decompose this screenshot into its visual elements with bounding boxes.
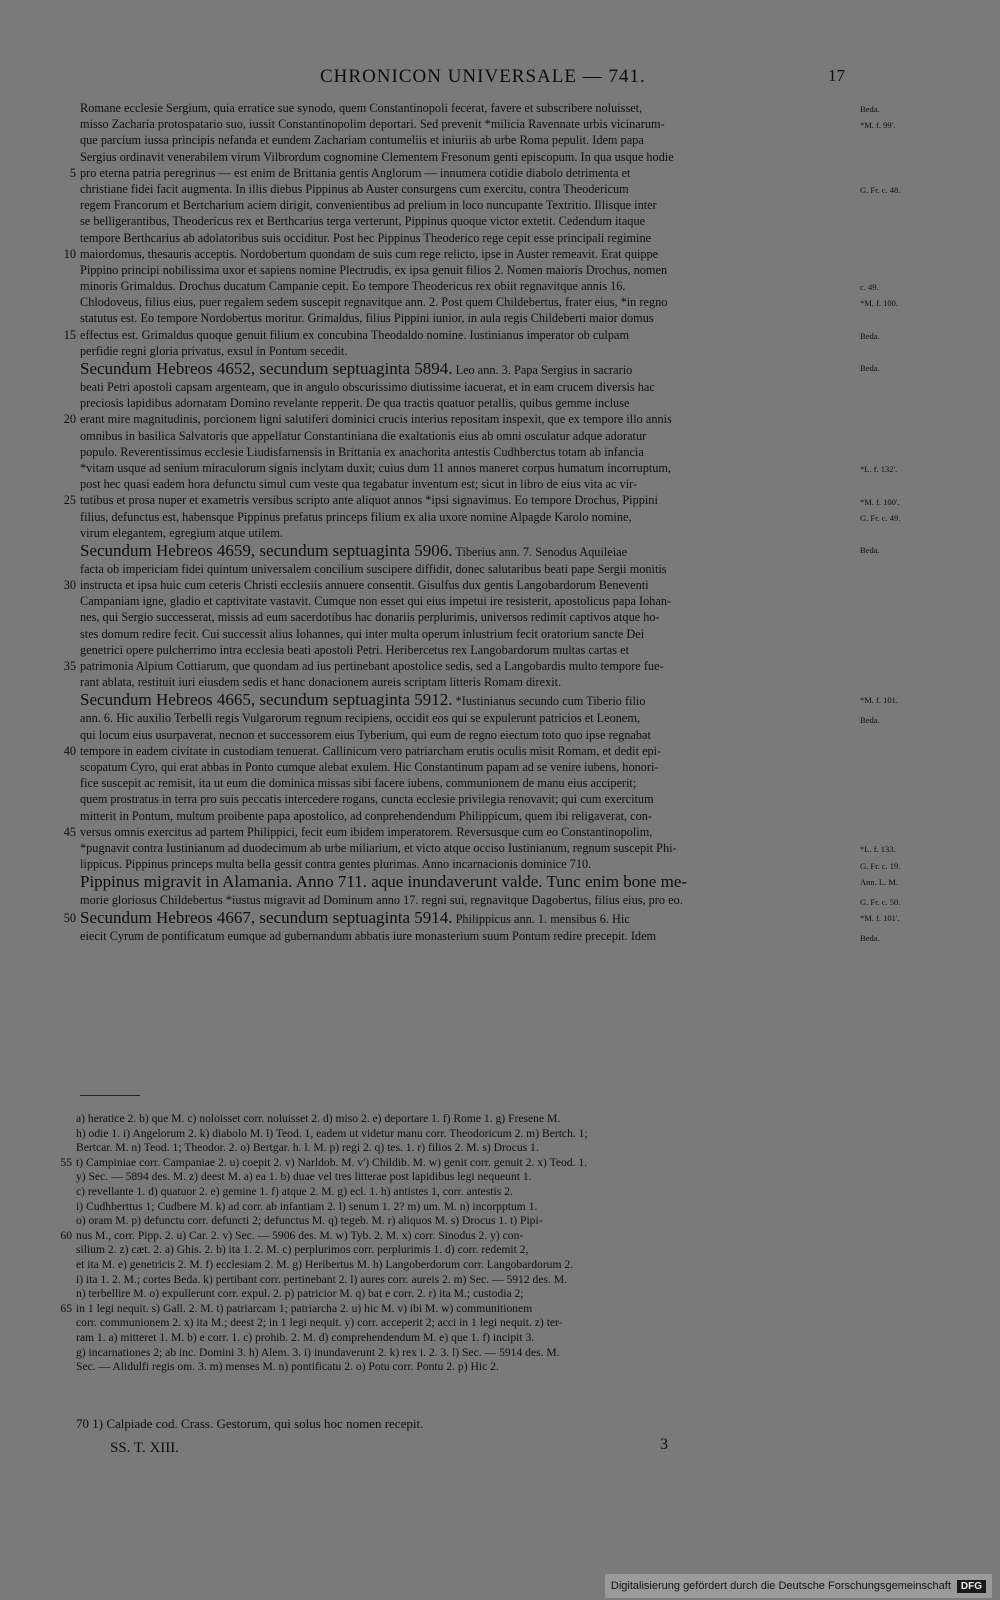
text-line — [80, 791, 860, 807]
footnote-line — [76, 1200, 866, 1215]
line-text: rant ablata, restituit iuri eiusdem sedis et hanc donacionem aureis scriptam litteris Romam direxit. — [80, 675, 562, 690]
margin-note: c. 49. — [860, 282, 879, 293]
footnote-text: g) incarnationes 2; ab inc. Domini 3. h) Alem. 3. i) inundaverunt 2. k) rex i. 2. 3. l) Sec. — 5914 des. M. — [76, 1345, 560, 1359]
line-text: post hec quasi eadem hora defunctu simul cum veste qua tegabatur inventum est; sicut in libro de eius vita ac vir- — [80, 477, 638, 492]
line-text: mitterit in Pontum, multum proibente papa apostolico, ad conprehendendum Philippicum, quem ibi religaverat, con- — [80, 808, 653, 823]
text-line — [80, 230, 860, 246]
margin-note: Beda. — [860, 363, 880, 374]
margin-note: Ann. L. M. — [860, 876, 899, 887]
margin-note: G. Fr. c. 50. — [860, 896, 901, 907]
text-line — [80, 379, 860, 395]
line-number: 40 — [63, 743, 76, 758]
footnote-text: t) Campiniae corr. Campaniae 2. u) coepit 2. v) Narldob. M. v') Childib. M. w) genit corr. genuit 2. x) Teod. 1. — [76, 1155, 588, 1169]
line-text: *Iustinianus secundo cum Tiberio filio — [452, 694, 646, 709]
line-text: Philippicus ann. 1. mensibus 6. Hic — [452, 912, 630, 927]
page-number: 17 — [828, 66, 845, 85]
signature-number: 3 — [660, 1436, 668, 1453]
text-line — [63, 246, 860, 262]
text-line — [80, 525, 860, 541]
footnote-text: c) revellante 1. d) quatuor 2. e) gemine 1. f) atque 2. M. g) ecl. 1. h) antistes 1, corr. antestis 2. — [76, 1184, 513, 1198]
line-text: Chlodoveus, filius eius, puer regalem sedem suscepit regnavitque ann. 2. Post quem Childebertus, frater eius, *in regno — [80, 295, 668, 310]
line-number: 55 — [60, 1155, 72, 1169]
footnote-line — [76, 1258, 866, 1273]
line-number: 5 — [69, 165, 76, 180]
line-text: Sergius ordinavit venerabilem virum Vilbrordum cognomine Clementem Fresonum genti episcopum. In qua usque hodie — [80, 149, 674, 164]
text-line — [80, 310, 860, 326]
line-text: misso Zacharia protospatario suo, iussit Constantinopolim deportari. Sed prevenit *milicia Ravennate urbis vicinarum- — [80, 117, 665, 132]
text-line — [80, 626, 860, 642]
margin-note: Beda. — [860, 330, 880, 341]
text-line — [80, 428, 860, 444]
footnote-line — [76, 1360, 866, 1375]
footnote-line — [76, 1170, 866, 1185]
footnote-text: o) oram M. p) defunctu corr. defuncti 2; defunctus M. q) tegeb. M. r) aliquos M. s) Drocus 1. t) Pipi- — [76, 1214, 543, 1228]
margin-note: G. Fr. c. 19. — [860, 860, 901, 871]
text-line — [80, 132, 860, 148]
line-text: minoris Grimaldus. Drochus ducatum Campanie cepit. Eo tempore Theodericus rex obiit regnavitque annis 16. — [80, 279, 626, 294]
endnote-number: 70 — [76, 1416, 89, 1431]
text-line — [63, 577, 860, 593]
text-line — [80, 395, 860, 411]
footnote-line — [76, 1287, 866, 1302]
text-line — [80, 460, 860, 476]
text-line — [69, 165, 860, 181]
line-text: statutus est. Eo tempore Nordobertus moritur. Grimaldus, filius Pippini iunior, in aula regis Childeberti maior domus — [80, 311, 654, 326]
text-line — [80, 892, 860, 908]
line-text: *pugnavit contra Iustinianum ad duodecimum ab urbe miliarium, et victo atque occiso Iustinianum, regnum suscepit Phi- — [80, 840, 677, 855]
line-text: perfidie regni gloria privatus, exsul in Pontum secedit. — [80, 343, 348, 358]
line-text: tempore in eadem civitate in custodiam tenuerat. Callinicum vero patriarcham erutis oculis misit Romam, et dedit epi- — [80, 743, 662, 758]
text-line — [63, 743, 860, 759]
line-text: qui locum eius usurpaverat, necnon et successorem eius Tyberium, qui eum de regno eiectum toto quo ipse regnabat — [80, 727, 651, 742]
running-title: CHRONICON UNIVERSALE — 741. — [320, 66, 646, 87]
footnotes — [60, 1112, 866, 1375]
margin-note: *M. f. 101. — [860, 694, 899, 705]
margin-note: G. Fr. c. 49. — [860, 512, 901, 523]
footnote-line — [76, 1346, 866, 1361]
text-line — [63, 411, 860, 427]
text-line — [80, 759, 860, 775]
text-line — [80, 116, 860, 132]
line-text: Romane ecclesie Sergium, quia erratice sue synodo, quem Constantinopoli fecerat, favere et subscribere noluisset, — [80, 101, 643, 115]
line-number: 20 — [63, 412, 76, 427]
line-text: quem prostratus in terra pro suis peccatis intercedere rogans, cuncta ecclesie privilegia renovavit; qui cum exercitum — [80, 792, 654, 807]
text-line — [80, 609, 860, 625]
footnote-text: n) terbellire M. o) expullerunt corr. expul. 2. p) patricior M. q) bat e corr. 2. r) ita M.; custodia 2; — [76, 1287, 524, 1301]
margin-note: *M. f. 99'. — [860, 120, 896, 131]
line-text: effectus est. Grimaldus quoque genuit filium ex concubina Theodaldo nomine. Iustinianus imperator ob culpam — [80, 327, 630, 342]
text-line — [63, 492, 860, 508]
footnote-text: y) Sec. — 5894 des. M. z) deest M. a) ea 1. b) duae vel tres litterae post lapidibus legi nequeunt 1. — [76, 1170, 532, 1184]
line-text: facta ob impericiam fidei quintum universalem concilium suscipere diffidit, donec salutaribus beati pape Sergii monitis — [80, 561, 667, 576]
line-text: populo. Reverentissimus ecclesie Liudisfarnensis in Brittania ex anachorita antestis Cudhberctus totam ab infancia — [80, 444, 644, 459]
line-text: tutibus et prosa nuper et exametris versibus scripto ante aliquot annos *ipsi signavimus. Eo tempore Drochus, Pippini — [80, 493, 658, 508]
text-line — [80, 476, 860, 492]
footnote-line — [76, 1316, 866, 1331]
text-line — [80, 444, 860, 460]
line-number: 15 — [63, 327, 76, 342]
footnote-text: Sec. — Alidulfi regis om. 3. m) menses M. n) pontificatu 2. o) Potu corr. Pontu 2. p) Hic 2. — [76, 1360, 499, 1374]
text-line — [63, 824, 860, 840]
text-line — [80, 149, 860, 165]
line-text: *vitam usque ad senium miraculorum signis inclytam duxit; cuius dum 11 annos maneret corpus humatum incorruptum, — [80, 460, 672, 475]
text-line — [63, 658, 860, 674]
footnote-rule — [80, 1095, 140, 1096]
text-line — [80, 278, 860, 294]
line-number: 45 — [63, 824, 76, 839]
footer-credit — [605, 1574, 992, 1598]
line-text: beati Petri apostoli capsam argenteam, que in angulo obscurissimo diutissime iacuerat, et in eam crucem diversis hac — [80, 380, 655, 394]
line-text: genetrici opere pulcherrimo intra ecclesia beati apostoli Petri. Heribercetus rex Langobardorum multas cartas et — [80, 642, 630, 657]
text-line — [80, 262, 860, 278]
dfg-logo: DFG — [957, 1580, 986, 1593]
footnote-line — [76, 1112, 866, 1127]
line-text: Pippino principi nobilissima uxor et sapiens nomine Plectrudis, ex ipsa genuit filios 2. Nomen maioris Drochus, nomen — [80, 262, 668, 277]
line-text: morie gloriosus Childebertus *iustus migravit ad Dominum anno 17. regni sui, regnavitque Dagobertus, filius eius, pro eo. — [80, 893, 683, 908]
footnote-line — [76, 1273, 866, 1288]
margin-note: Beda. — [860, 545, 880, 556]
footnote-line — [76, 1243, 866, 1258]
line-text: Tiberius ann. 7. Senodus Aquileiae — [452, 544, 628, 559]
endnote — [76, 1416, 423, 1432]
line-text: Campaniam igne, gladio et captivitate vastavit. Cumque non esset qui eius impetui ire resisterit, apostolicus papa Iohan- — [80, 594, 672, 609]
line-text: scopatum Cyro, qui erat abbas in Ponto cumque alebat exulem. Hic Constantinum papam ad se venire iubens, honori- — [80, 759, 659, 774]
footnote-text: nus M., corr. Pipp. 2. u) Car. 2. v) Sec. — 5906 des. M. w) Tyb. 2. M. x) corr. Sinodus 2. y) con- — [76, 1228, 524, 1242]
footnote-text: i) ita 1. 2. M.; cortes Beda. k) pertibant corr. pertinebant 2. l) aures corr. aureis 2. m) Sec. — 5912 des. M. — [76, 1272, 567, 1286]
line-number: 60 — [60, 1228, 72, 1242]
line-text: lippicus. Pippinus princeps multa bella gessit contra gentes plurimas. Anno incarnacionis dominice 710. — [80, 857, 592, 872]
footnote-line — [76, 1141, 866, 1156]
footnote-text: i) Cudhberttus 1; Cudbere M. k) ad corr. ab infantiam 2. l) senum 1. 2? m) um. M. n) incorpptum 1. — [76, 1199, 538, 1213]
text-line — [80, 642, 860, 658]
line-number: 30 — [63, 578, 76, 593]
line-text: fice suscepit ac remisit, ita ut eum die dominica missas sibi facere iubens, communionem de manu eius acciperit; — [80, 776, 637, 791]
margin-note: Beda. — [860, 714, 880, 725]
rubric-heading: Secundum Hebreos 4652, secundum septuaginta 5894. — [80, 359, 453, 378]
text-line — [80, 213, 860, 229]
signature-mark: SS. T. XIII. — [110, 1440, 180, 1456]
text-line — [80, 541, 860, 561]
text-line — [80, 674, 860, 690]
footnote-text: corr. communionem 2. x) ita M.; deest 2; in 1 legi nequit. y) corr. acceperit 2; acci in 1 legi nequit. z) ter- — [76, 1316, 563, 1330]
main-text — [63, 100, 860, 945]
text-line — [80, 197, 860, 213]
line-text: omnibus in basilica Salvatoris que appellatur Constantiniana die exaltationis eius ab omni osculatur adque adoratur — [80, 428, 647, 443]
line-text: tempore Berthcarius ab adolatoribus suis occiditur. Post hec Pippinus Theoderico rege cepit esse principali regimine — [80, 230, 652, 245]
footnote-text: a) heratice 2. b) que M. c) noloisset corr. noluisset 2. d) miso 2. e) deportare 1. f) Rome 1. g) Fresene M. — [76, 1112, 561, 1125]
footnote-line — [60, 1228, 866, 1244]
margin-note: *M. f. 100. — [860, 298, 899, 309]
line-text: se belligerantibus, Theodericus rex et Berthcarius terga verterunt, Pippinus quoque victor extetit. Cedendum itaque — [80, 214, 646, 229]
footnote-text: ram 1. a) mitteret 1. M. b) e corr. 1. c) prohib. 2. M. d) comprehendendum M. e) que 1. f) incipit 3. — [76, 1330, 535, 1344]
text-line — [80, 100, 860, 116]
line-text: pro eterna patria peregrinus — est enim de Brittania gentis Anglorum — innumera cotidie diabolo detrimenta et — [80, 165, 631, 180]
footnote-line — [76, 1214, 866, 1229]
line-text: Pippinus migravit in Alamania. Anno 711. aque inundaverunt valde. Tunc enim bone me- — [80, 872, 688, 892]
line-text: preciosis lapidibus adornatam Domino revelante repperit. De qua tractis quatuor petallis, quibus gemme incluse — [80, 396, 630, 411]
text-line — [80, 928, 860, 944]
footnote-line — [76, 1185, 866, 1200]
text-line — [80, 509, 860, 525]
text-line — [80, 181, 860, 197]
text-line — [63, 908, 860, 928]
line-text: christiane fidei facit augmenta. In illis diebus Pippinus ab Auster consurgens cum exercitu, contra Theodericum — [80, 181, 629, 196]
text-line — [80, 359, 860, 379]
text-line — [80, 294, 860, 310]
footer-text: Digitalisierung gefördert durch die Deutsche Forschungsgemeinschaft — [610, 1580, 951, 1592]
footnote-text: et ita M. e) genetricis 2. M. f) ecclesiam 2. M. g) Heribertus M. h) Langoberdorum corr. Langobardorum 2. — [76, 1257, 574, 1271]
line-text: patrimonia Alpium Cottiarum, que quondam ad ius pertinebant apostolice sedis, sed a Langobardis multo tempore fue- — [80, 659, 664, 673]
text-line — [80, 727, 860, 743]
line-text: ann. 6. Hic auxilio Terbelli regis Vulgarorum regnum recipiens, occidit eos qui se expulerunt patricios et Leonem, — [80, 711, 641, 726]
footnote-text: Bertcar. M. n) Teod. 1; Theodor. 2. o) Bertgar. h. l. M. p) regi 2. q) tes. 1. r) filios 2. M. s) Drocus 1. — [76, 1141, 539, 1155]
line-text: erant mire magnitudinis, porcionem ligni salutiferi dominici crucis interius repositam inspexit, que ex tempore illo annis — [80, 412, 672, 427]
rubric-heading: Secundum Hebreos 4659, secundum septuaginta 5906. — [80, 540, 453, 560]
line-number: 65 — [60, 1301, 72, 1315]
line-text: versus omnis exercitus ad partem Philippici, fecit eum ibidem imperatorem. Reversusque cum eo Constantinopolim, — [80, 824, 653, 839]
footnote-line — [76, 1331, 866, 1346]
line-text: filius, defunctus est, habensque Pippinus prefatus princeps filium ex alia uxore nomine Alpagde Karolo nomine, — [80, 509, 632, 524]
text-line — [63, 327, 860, 343]
text-line — [80, 710, 860, 726]
footnote-line — [60, 1155, 866, 1171]
line-number: 10 — [63, 246, 76, 261]
line-number: 50 — [63, 911, 76, 926]
footnote-text: silium 2. z) cæt. 2. a) Ghis. 2. b) ita 1. 2. M. c) perplurimos corr. perplurimis 1. d) corr. redemit 2, — [76, 1243, 529, 1257]
line-number: 35 — [63, 659, 76, 673]
line-text: instructa et ipsa huic cum ceteris Christi ecclesiis annuere consentit. Gisulfus dux gentis Langobardorum Beneventi — [80, 578, 649, 593]
text-line — [80, 690, 860, 710]
footnote-line — [76, 1127, 866, 1142]
line-text: eiecit Cyrum de pontificatum eumque ad gubernandum abbatis iure monasterium suum Pontum redire precepit. Idem — [80, 929, 657, 944]
footnote-text: in 1 legi nequit. s) Gall. 2. M. t) patriarcam 1; patriarcha 2. u) hic M. v) ibi M. w) communitionem — [76, 1301, 533, 1315]
rubric-heading: Secundum Hebreos 4665, secundum septuaginta 5912. — [80, 690, 453, 710]
line-text: Leo ann. 3. Papa Sergius in sacrario — [452, 363, 633, 377]
line-text: nes, qui Sergio successerat, missis ad eum sacerdotibus hac donariis perplurimis, universos redimit captivos atque ho- — [80, 610, 660, 625]
text-line — [80, 872, 860, 892]
margin-note: *L. f. 132'. — [860, 464, 898, 475]
line-text: que parcium iussa principis nefanda et eundem Zachariam contumeliis et iniuriis ab urbe Roma pepulit. Idem papa — [80, 133, 644, 148]
endnote-text: 1) Calpiade cod. Crass. Gestorum, qui solus hoc nomen recepit. — [92, 1416, 424, 1431]
margin-note: Beda. — [860, 933, 880, 943]
margin-note: *M. f. 101'. — [860, 913, 900, 923]
margin-note: G. Fr. c. 48. — [860, 185, 901, 195]
margin-note: Beda. — [860, 104, 880, 114]
text-line — [80, 775, 860, 791]
text-line — [80, 856, 860, 872]
text-line — [80, 561, 860, 577]
margin-note: *M. f. 100'. — [860, 496, 900, 507]
line-text: virum elegantem, egregium atque utilem. — [80, 525, 283, 540]
text-line — [80, 593, 860, 609]
line-text: maiordomus, thesauris acceptis. Nordobertum quondam de suis cum rege relicto, ipse in Auster remeavit. Erat quippe — [80, 246, 659, 261]
line-text: regem Francorum et Bertcharium aciem dirigit, convenientibus ad prelium in loco nuncupante Textritio. Illisque inter — [80, 198, 657, 213]
page-header — [0, 66, 1000, 92]
line-text: stes domum redire fecit. Cui successit alius Iohannes, qui inter multa operum inlustrium fecit oratorium sancte Dei — [80, 626, 645, 641]
text-line — [80, 808, 860, 824]
margin-note: *L. f. 133. — [860, 844, 896, 855]
rubric-heading: Secundum Hebreos 4667, secundum septuaginta 5914. — [80, 908, 453, 928]
text-line — [80, 343, 860, 359]
footnote-line — [60, 1301, 866, 1317]
footnote-text: h) odie 1. i) Angelorum 2. k) diabolo M. l) Teod. 1, eadem ut videtur manu corr. Theodoricum 2. m) Bertch. 1; — [76, 1126, 588, 1140]
line-number: 25 — [63, 493, 76, 508]
text-line — [80, 840, 860, 856]
